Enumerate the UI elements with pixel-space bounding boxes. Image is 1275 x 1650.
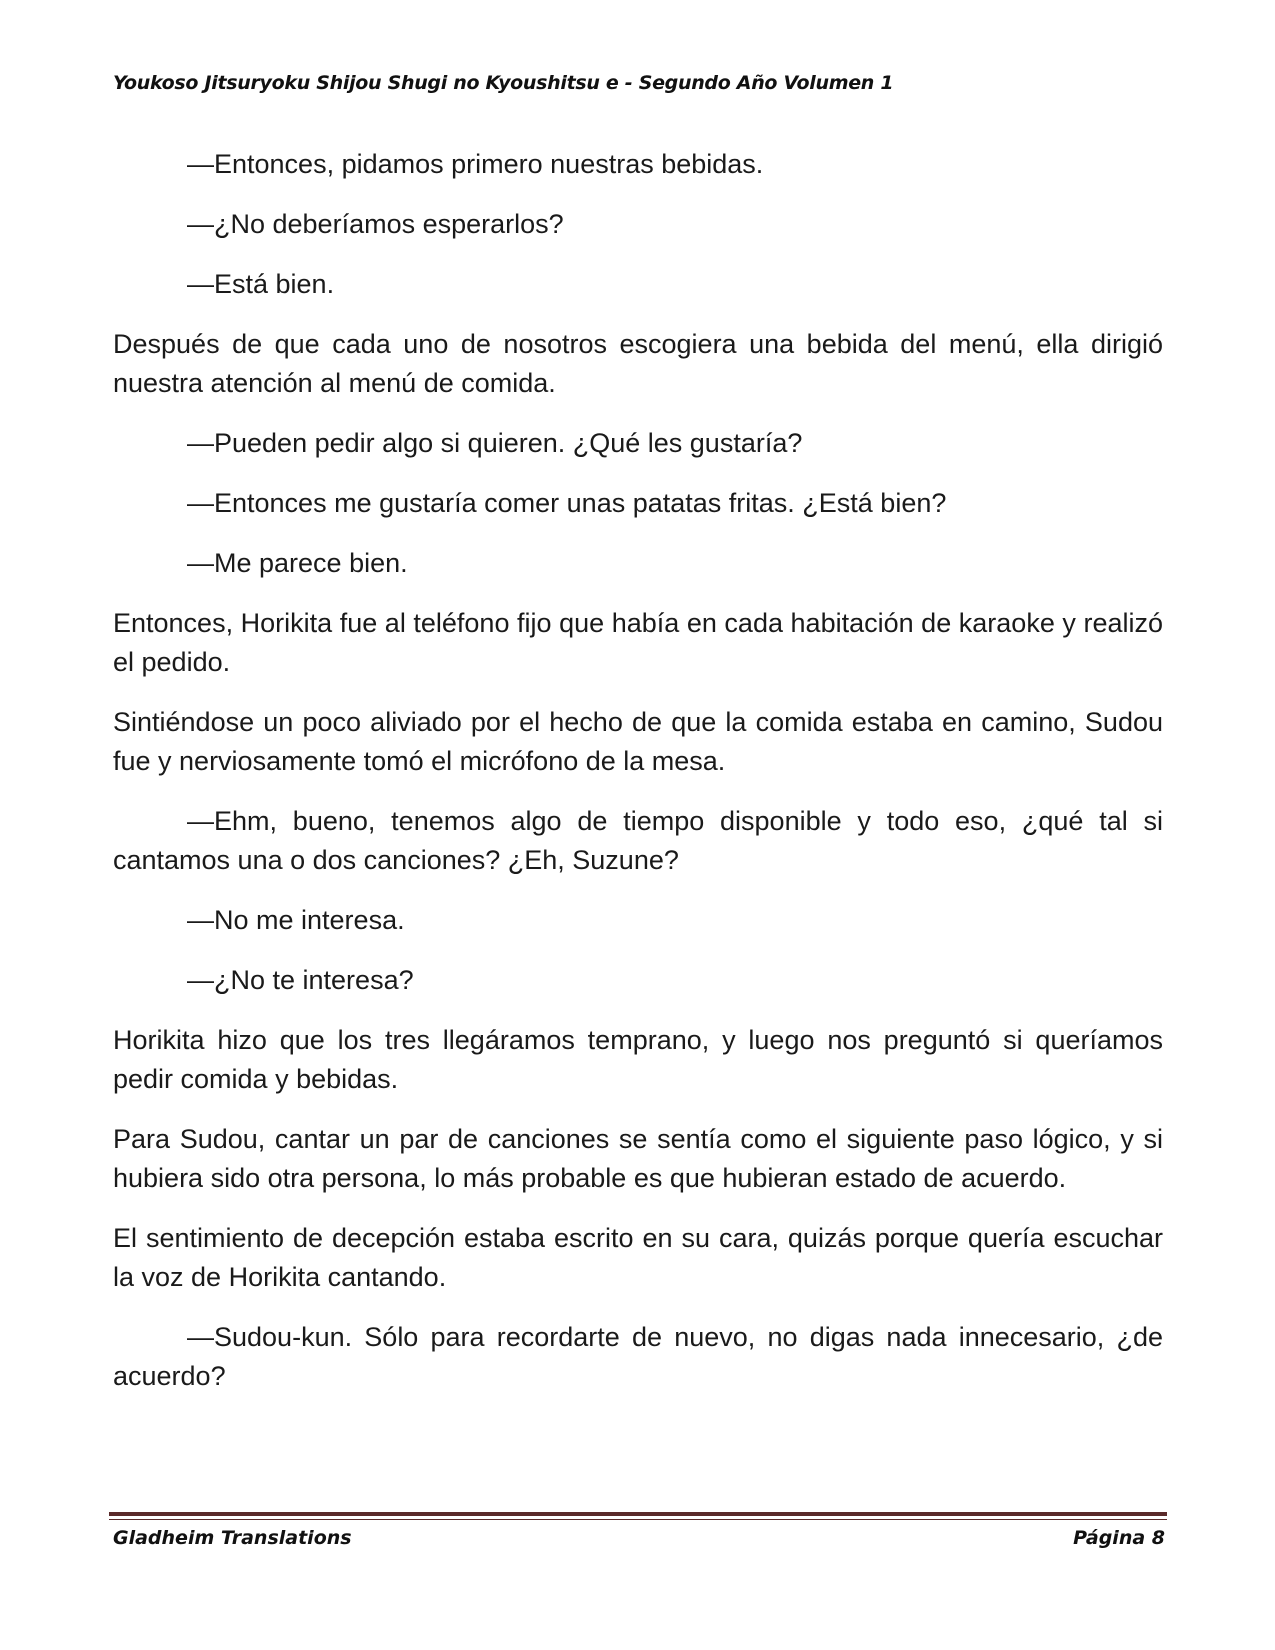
page-header-title: Youkoso Jitsuryoku Shijou Shugi no Kyoushitsu e - Segundo Año Volumen 1 (113, 72, 894, 94)
paragraph-narration: Después de que cada uno de nosotros escogiera una bebida del menú, ella dirigió nuestra atención al menú de comida. (113, 329, 1163, 398)
paragraph-narration: Entonces, Horikita fue al teléfono fijo que había en cada habitación de karaoke y realizó el pedido. (113, 608, 1163, 677)
paragraph-dialogue: —Sudou-kun. Sólo para recordarte de nuevo, no digas nada innecesario, ¿de acuerdo? (113, 1322, 1163, 1391)
paragraph-dialogue: —¿No deberíamos esperarlos? (187, 209, 564, 239)
paragraph-dialogue: —Entonces me gustaría comer unas patatas fritas. ¿Está bien? (187, 488, 947, 518)
page-body (113, 145, 1163, 1417)
footer-divider (109, 1512, 1167, 1516)
paragraph-dialogue: —No me interesa. (187, 905, 405, 935)
paragraph-narration: Sintiéndose un poco aliviado por el hecho de que la comida estaba en camino, Sudou fue y nerviosamente tomó el micrófono de la mesa. (113, 707, 1163, 776)
paragraph-dialogue: —Ehm, bueno, tenemos algo de tiempo disponible y todo eso, ¿qué tal si cantamos una o dos canciones? ¿Eh, Suzune? (113, 806, 1163, 875)
paragraph-dialogue: —Pueden pedir algo si quieren. ¿Qué les gustaría? (187, 428, 803, 458)
paragraph-narration: Para Sudou, cantar un par de canciones se sentía como el siguiente paso lógico, y si hubiera sido otra persona, lo más probable es que hubieran estado de acuerdo. (113, 1124, 1163, 1193)
paragraph-dialogue: —¿No te interesa? (187, 965, 414, 995)
paragraph-dialogue: —Entonces, pidamos primero nuestras bebidas. (187, 149, 764, 179)
footer-page-number: Página 8 (1073, 1527, 1165, 1549)
paragraph-dialogue: —Está bien. (187, 269, 335, 299)
footer-translator-credit: Gladheim Translations (113, 1527, 352, 1549)
paragraph-dialogue: —Me parece bien. (187, 548, 408, 578)
paragraph-narration: Horikita hizo que los tres llegáramos temprano, y luego nos preguntó si queríamos pedir comida y bebidas. (113, 1025, 1163, 1094)
paragraph-narration: El sentimiento de decepción estaba escrito en su cara, quizás porque quería escuchar la voz de Horikita cantando. (113, 1223, 1163, 1292)
footer-divider-thin (109, 1519, 1167, 1520)
